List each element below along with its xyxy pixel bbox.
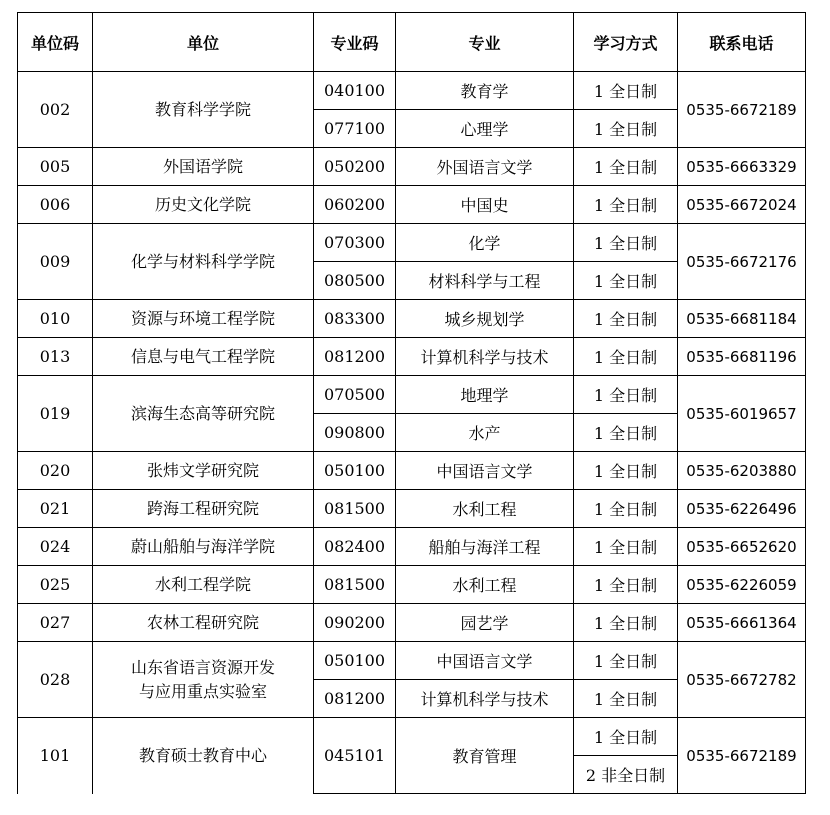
unit-name-cell: 蔚山船舶与海洋学院 [93, 528, 314, 566]
major-code-cell: 050200 [314, 148, 396, 186]
phone-cell: 0535-6672782 [678, 642, 806, 718]
table-row [18, 718, 806, 756]
header-unit-name: 单位 [93, 13, 314, 72]
unit-name-cell [93, 642, 314, 718]
major-name-cell: 水利工程 [396, 490, 574, 528]
major-name-cell: 中国语言文学 [396, 452, 574, 490]
major-name-cell: 水利工程 [396, 566, 574, 604]
unit-code-cell: 009 [18, 224, 93, 300]
unit-name-cell: 信息与电气工程学院 [93, 338, 314, 376]
unit-code-cell: 010 [18, 300, 93, 338]
study-mode-cell: 1 全日制 [574, 72, 678, 110]
unit-code-cell: 024 [18, 528, 93, 566]
major-code-cell: 090200 [314, 604, 396, 642]
study-mode-cell: 1 全日制 [574, 528, 678, 566]
major-code-cell: 080500 [314, 262, 396, 300]
unit-name-cell: 教育硕士教育中心 [93, 718, 314, 794]
header-study-mode: 学习方式 [574, 13, 678, 72]
major-code-cell: 077100 [314, 110, 396, 148]
major-name-cell: 材料科学与工程 [396, 262, 574, 300]
study-mode-cell: 1 全日制 [574, 338, 678, 376]
major-name-cell: 地理学 [396, 376, 574, 414]
unit-name-cell: 水利工程学院 [93, 566, 314, 604]
unit-code-cell: 021 [18, 490, 93, 528]
unit-code-cell: 020 [18, 452, 93, 490]
table-row [18, 224, 806, 262]
unit-name-cell: 化学与材料科学学院 [93, 224, 314, 300]
major-name-cell: 计算机科学与技术 [396, 338, 574, 376]
unit-code-cell: 002 [18, 72, 93, 148]
phone-cell: 0535-6226496 [678, 490, 806, 528]
major-code-cell: 060200 [314, 186, 396, 224]
table-row [18, 528, 806, 566]
study-mode-cell: 1 全日制 [574, 680, 678, 718]
study-mode-cell: 1 全日制 [574, 604, 678, 642]
table-row [18, 148, 806, 186]
unit-name-cell: 滨海生态高等研究院 [93, 376, 314, 452]
table-row [18, 490, 806, 528]
major-code-cell: 045101 [314, 718, 396, 794]
table-row [18, 300, 806, 338]
major-name-cell: 教育学 [396, 72, 574, 110]
unit-name-cell: 张炜文学研究院 [93, 452, 314, 490]
table-body [18, 72, 806, 794]
phone-cell: 0535-6672176 [678, 224, 806, 300]
major-code-cell: 070300 [314, 224, 396, 262]
study-mode-cell: 1 全日制 [574, 224, 678, 262]
study-mode-cell: 1 全日制 [574, 186, 678, 224]
unit-name-line: 山东省语言资源开发 [130, 657, 275, 677]
header-major-code: 专业码 [314, 13, 396, 72]
unit-code-cell: 027 [18, 604, 93, 642]
table-row [18, 376, 806, 414]
header-phone: 联系电话 [678, 13, 806, 72]
unit-code-cell: 028 [18, 642, 93, 718]
header-row [18, 13, 806, 72]
study-mode-cell: 1 全日制 [574, 262, 678, 300]
phone-cell: 0535-6681196 [678, 338, 806, 376]
phone-cell: 0535-6663329 [678, 148, 806, 186]
study-mode-cell: 1 全日制 [574, 718, 678, 756]
phone-cell: 0535-6661364 [678, 604, 806, 642]
major-code-cell: 040100 [314, 72, 396, 110]
header-major-name: 专业 [396, 13, 574, 72]
major-code-cell: 090800 [314, 414, 396, 452]
major-name-cell: 城乡规划学 [396, 300, 574, 338]
major-code-cell: 050100 [314, 452, 396, 490]
major-name-cell: 船舶与海洋工程 [396, 528, 574, 566]
phone-cell: 0535-6652620 [678, 528, 806, 566]
major-code-cell: 081200 [314, 338, 396, 376]
unit-name-cell: 历史文化学院 [93, 186, 314, 224]
study-mode-cell: 1 全日制 [574, 566, 678, 604]
major-name-cell: 中国史 [396, 186, 574, 224]
unit-code-cell: 005 [18, 148, 93, 186]
study-mode-cell: 1 全日制 [574, 148, 678, 186]
phone-cell: 0535-6672189 [678, 72, 806, 148]
program-table-container [17, 12, 806, 794]
unit-code-cell: 101 [18, 718, 93, 794]
unit-code-cell: 025 [18, 566, 93, 604]
table-row [18, 604, 806, 642]
major-name-cell: 中国语言文学 [396, 642, 574, 680]
phone-cell: 0535-6672024 [678, 186, 806, 224]
unit-name-line: 与应用重点实验室 [138, 681, 267, 701]
study-mode-cell: 1 全日制 [574, 110, 678, 148]
study-mode-cell: 1 全日制 [574, 452, 678, 490]
table-row [18, 642, 806, 680]
phone-cell: 0535-6681184 [678, 300, 806, 338]
unit-code-cell: 019 [18, 376, 93, 452]
program-table [17, 12, 806, 794]
major-name-cell: 计算机科学与技术 [396, 680, 574, 718]
major-code-cell: 081500 [314, 566, 396, 604]
unit-code-cell: 013 [18, 338, 93, 376]
study-mode-cell: 1 全日制 [574, 490, 678, 528]
major-code-cell: 082400 [314, 528, 396, 566]
unit-name-cell: 外国语学院 [93, 148, 314, 186]
major-name-cell: 教育管理 [396, 718, 574, 794]
major-name-cell: 心理学 [396, 110, 574, 148]
major-name-cell: 化学 [396, 224, 574, 262]
phone-cell: 0535-6019657 [678, 376, 806, 452]
table-row [18, 338, 806, 376]
study-mode-cell: 1 全日制 [574, 642, 678, 680]
study-mode-cell: 2 非全日制 [574, 756, 678, 794]
study-mode-cell: 1 全日制 [574, 414, 678, 452]
phone-cell: 0535-6203880 [678, 452, 806, 490]
unit-name-cell: 教育科学学院 [93, 72, 314, 148]
major-code-cell: 050100 [314, 642, 396, 680]
study-mode-cell: 1 全日制 [574, 300, 678, 338]
table-row [18, 72, 806, 110]
header-unit-code: 单位码 [18, 13, 93, 72]
unit-name-cell: 农林工程研究院 [93, 604, 314, 642]
unit-name-cell: 跨海工程研究院 [93, 490, 314, 528]
table-row [18, 452, 806, 490]
study-mode-cell: 1 全日制 [574, 376, 678, 414]
table-row [18, 186, 806, 224]
major-code-cell: 070500 [314, 376, 396, 414]
major-code-cell: 081500 [314, 490, 396, 528]
major-name-cell: 外国语言文学 [396, 148, 574, 186]
major-code-cell: 083300 [314, 300, 396, 338]
major-code-cell: 081200 [314, 680, 396, 718]
major-name-cell: 园艺学 [396, 604, 574, 642]
unit-code-cell: 006 [18, 186, 93, 224]
unit-name-cell: 资源与环境工程学院 [93, 300, 314, 338]
major-name-cell: 水产 [396, 414, 574, 452]
phone-cell: 0535-6226059 [678, 566, 806, 604]
table-row [18, 566, 806, 604]
phone-cell: 0535-6672189 [678, 718, 806, 794]
